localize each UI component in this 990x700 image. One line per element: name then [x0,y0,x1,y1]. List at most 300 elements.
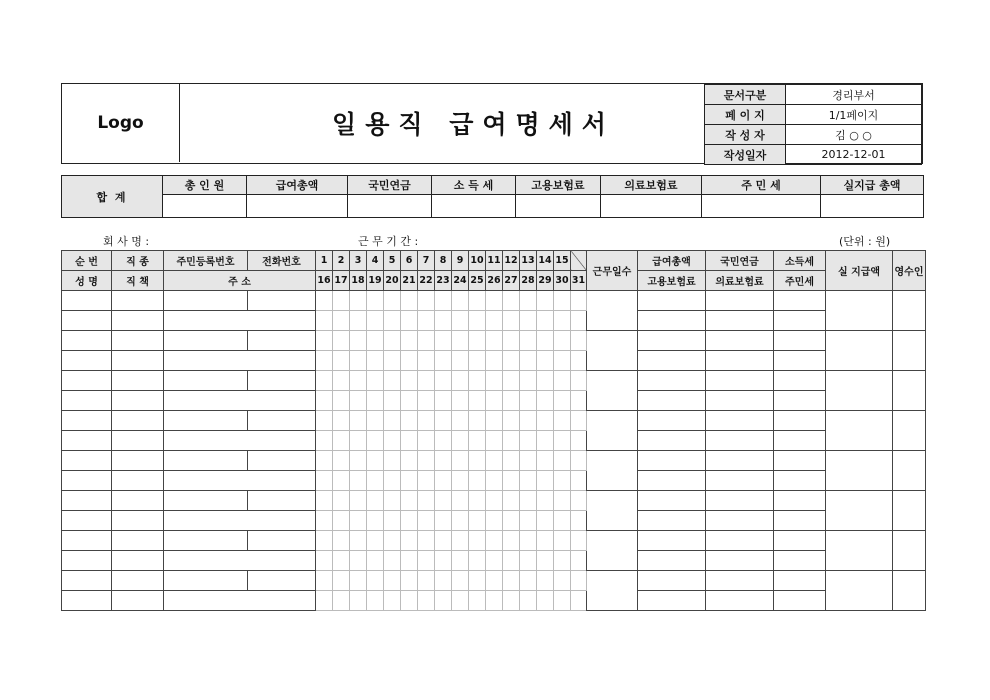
day-cell[interactable] [316,391,333,411]
day-cell[interactable] [469,371,486,391]
pay-cell[interactable] [706,571,774,591]
day-cell[interactable] [469,411,486,431]
day-cell[interactable] [367,431,384,451]
receipt-cell[interactable] [893,371,926,411]
day-cell[interactable] [537,371,554,391]
duty-cell[interactable] [112,391,164,411]
day-cell[interactable] [316,451,333,471]
day-cell[interactable] [350,371,367,391]
work-days-cell[interactable] [587,371,638,411]
day-cell[interactable] [333,491,350,511]
pay-cell[interactable] [706,291,774,311]
pay-cell[interactable] [706,391,774,411]
day-cell[interactable] [333,431,350,451]
name-cell[interactable] [62,311,112,331]
work-days-cell[interactable] [587,451,638,491]
day-cell[interactable] [333,451,350,471]
pay-cell[interactable] [638,571,706,591]
day-cell[interactable] [333,471,350,491]
day-cell[interactable] [554,451,571,471]
day-cell[interactable] [384,451,401,471]
pay-cell[interactable] [774,411,826,431]
day-cell[interactable] [486,411,503,431]
day-cell[interactable] [316,311,333,331]
day-cell[interactable] [316,571,333,591]
address-cell[interactable] [164,511,316,531]
pay-cell[interactable] [638,511,706,531]
duty-cell[interactable] [112,511,164,531]
day-cell[interactable] [537,491,554,511]
day-cell[interactable] [384,311,401,331]
day-cell[interactable] [418,311,435,331]
net-pay-cell[interactable] [826,491,893,531]
day-cell[interactable] [554,511,571,531]
day-cell[interactable] [401,531,418,551]
job-cell[interactable] [112,571,164,591]
day-cell[interactable] [571,491,587,511]
day-cell[interactable] [554,411,571,431]
receipt-cell[interactable] [893,291,926,331]
day-cell[interactable] [367,371,384,391]
day-cell[interactable] [401,351,418,371]
pay-cell[interactable] [774,571,826,591]
day-cell[interactable] [418,491,435,511]
day-cell[interactable] [452,531,469,551]
pay-cell[interactable] [638,391,706,411]
day-cell[interactable] [469,551,486,571]
day-cell[interactable] [469,571,486,591]
day-cell[interactable] [333,391,350,411]
day-cell[interactable] [333,331,350,351]
duty-cell[interactable] [112,351,164,371]
day-cell[interactable] [452,371,469,391]
day-cell[interactable] [537,311,554,331]
day-cell[interactable] [401,591,418,611]
day-cell[interactable] [571,571,587,591]
pay-cell[interactable] [774,431,826,451]
day-cell[interactable] [418,451,435,471]
name-cell[interactable] [62,351,112,371]
pay-cell[interactable] [638,551,706,571]
day-cell[interactable] [367,391,384,411]
id-number-cell[interactable] [164,571,248,591]
day-cell[interactable] [418,351,435,371]
receipt-cell[interactable] [893,451,926,491]
pay-cell[interactable] [706,591,774,611]
day-cell[interactable] [418,371,435,391]
day-cell[interactable] [452,311,469,331]
day-cell[interactable] [316,591,333,611]
day-cell[interactable] [384,291,401,311]
day-cell[interactable] [486,471,503,491]
pay-cell[interactable] [774,591,826,611]
day-cell[interactable] [452,291,469,311]
address-cell[interactable] [164,431,316,451]
address-cell[interactable] [164,591,316,611]
day-cell[interactable] [469,311,486,331]
pay-cell[interactable] [774,391,826,411]
day-cell[interactable] [367,491,384,511]
day-cell[interactable] [418,291,435,311]
day-cell[interactable] [520,311,537,331]
receipt-cell[interactable] [893,411,926,451]
day-cell[interactable] [452,391,469,411]
day-cell[interactable] [537,331,554,351]
day-cell[interactable] [571,451,587,471]
day-cell[interactable] [469,291,486,311]
day-cell[interactable] [554,571,571,591]
day-cell[interactable] [571,531,587,551]
day-cell[interactable] [554,431,571,451]
day-cell[interactable] [503,351,520,371]
phone-cell[interactable] [248,411,316,431]
totals-value-cell[interactable] [702,195,821,218]
day-cell[interactable] [384,591,401,611]
day-cell[interactable] [367,291,384,311]
day-cell[interactable] [503,451,520,471]
day-cell[interactable] [384,431,401,451]
day-cell[interactable] [554,591,571,611]
day-cell[interactable] [537,351,554,371]
day-cell[interactable] [435,371,452,391]
day-cell[interactable] [384,511,401,531]
day-cell[interactable] [520,571,537,591]
day-cell[interactable] [435,331,452,351]
day-cell[interactable] [350,351,367,371]
day-cell[interactable] [571,551,587,571]
pay-cell[interactable] [706,491,774,511]
day-cell[interactable] [435,391,452,411]
duty-cell[interactable] [112,431,164,451]
receipt-cell[interactable] [893,491,926,531]
day-cell[interactable] [350,431,367,451]
day-cell[interactable] [537,391,554,411]
day-cell[interactable] [316,291,333,311]
day-cell[interactable] [418,471,435,491]
name-cell[interactable] [62,391,112,411]
day-cell[interactable] [367,571,384,591]
day-cell[interactable] [384,351,401,371]
day-cell[interactable] [571,511,587,531]
day-cell[interactable] [486,391,503,411]
day-cell[interactable] [520,351,537,371]
day-cell[interactable] [333,531,350,551]
day-cell[interactable] [316,531,333,551]
totals-value-cell[interactable] [348,195,432,218]
totals-value-cell[interactable] [516,195,601,218]
pay-cell[interactable] [774,471,826,491]
day-cell[interactable] [452,471,469,491]
day-cell[interactable] [571,471,587,491]
day-cell[interactable] [333,591,350,611]
day-cell[interactable] [350,311,367,331]
no-cell[interactable] [62,331,112,351]
day-cell[interactable] [316,471,333,491]
day-cell[interactable] [350,531,367,551]
net-pay-cell[interactable] [826,291,893,331]
day-cell[interactable] [452,571,469,591]
day-cell[interactable] [503,311,520,331]
day-cell[interactable] [469,471,486,491]
day-cell[interactable] [520,331,537,351]
day-cell[interactable] [537,411,554,431]
pay-cell[interactable] [638,291,706,311]
day-cell[interactable] [571,331,587,351]
day-cell[interactable] [486,291,503,311]
day-cell[interactable] [316,371,333,391]
day-cell[interactable] [537,571,554,591]
day-cell[interactable] [316,331,333,351]
pay-cell[interactable] [638,471,706,491]
day-cell[interactable] [401,331,418,351]
day-cell[interactable] [418,531,435,551]
day-cell[interactable] [571,591,587,611]
phone-cell[interactable] [248,331,316,351]
day-cell[interactable] [503,291,520,311]
day-cell[interactable] [469,431,486,451]
name-cell[interactable] [62,431,112,451]
work-days-cell[interactable] [587,571,638,611]
net-pay-cell[interactable] [826,411,893,451]
day-cell[interactable] [418,551,435,571]
phone-cell[interactable] [248,571,316,591]
totals-value-cell[interactable] [163,195,247,218]
day-cell[interactable] [520,371,537,391]
day-cell[interactable] [367,471,384,491]
day-cell[interactable] [452,591,469,611]
day-cell[interactable] [350,411,367,431]
net-pay-cell[interactable] [826,531,893,571]
id-number-cell[interactable] [164,451,248,471]
address-cell[interactable] [164,311,316,331]
pay-cell[interactable] [774,491,826,511]
day-cell[interactable] [435,571,452,591]
day-cell[interactable] [537,551,554,571]
day-cell[interactable] [503,371,520,391]
day-cell[interactable] [571,371,587,391]
name-cell[interactable] [62,471,112,491]
day-cell[interactable] [316,511,333,531]
day-cell[interactable] [520,491,537,511]
day-cell[interactable] [401,571,418,591]
day-cell[interactable] [384,571,401,591]
day-cell[interactable] [469,351,486,371]
day-cell[interactable] [571,391,587,411]
day-cell[interactable] [384,491,401,511]
day-cell[interactable] [571,351,587,371]
pay-cell[interactable] [774,511,826,531]
no-cell[interactable] [62,491,112,511]
day-cell[interactable] [554,331,571,351]
day-cell[interactable] [520,471,537,491]
day-cell[interactable] [350,551,367,571]
day-cell[interactable] [486,591,503,611]
day-cell[interactable] [503,551,520,571]
address-cell[interactable] [164,351,316,371]
address-cell[interactable] [164,391,316,411]
phone-cell[interactable] [248,371,316,391]
day-cell[interactable] [384,411,401,431]
day-cell[interactable] [333,311,350,331]
day-cell[interactable] [452,431,469,451]
job-cell[interactable] [112,491,164,511]
day-cell[interactable] [520,391,537,411]
phone-cell[interactable] [248,291,316,311]
day-cell[interactable] [350,571,367,591]
day-cell[interactable] [401,311,418,331]
day-cell[interactable] [537,291,554,311]
pay-cell[interactable] [706,371,774,391]
receipt-cell[interactable] [893,331,926,371]
day-cell[interactable] [486,571,503,591]
pay-cell[interactable] [774,291,826,311]
job-cell[interactable] [112,291,164,311]
name-cell[interactable] [62,511,112,531]
day-cell[interactable] [571,431,587,451]
day-cell[interactable] [503,531,520,551]
day-cell[interactable] [469,391,486,411]
net-pay-cell[interactable] [826,371,893,411]
pay-cell[interactable] [706,431,774,451]
net-pay-cell[interactable] [826,571,893,611]
pay-cell[interactable] [706,311,774,331]
day-cell[interactable] [367,311,384,331]
day-cell[interactable] [401,471,418,491]
day-cell[interactable] [554,491,571,511]
day-cell[interactable] [571,311,587,331]
pay-cell[interactable] [774,351,826,371]
day-cell[interactable] [350,491,367,511]
day-cell[interactable] [435,511,452,531]
pay-cell[interactable] [638,411,706,431]
day-cell[interactable] [537,431,554,451]
net-pay-cell[interactable] [826,331,893,371]
day-cell[interactable] [418,331,435,351]
no-cell[interactable] [62,451,112,471]
duty-cell[interactable] [112,471,164,491]
day-cell[interactable] [333,351,350,371]
day-cell[interactable] [350,471,367,491]
day-cell[interactable] [486,311,503,331]
day-cell[interactable] [435,491,452,511]
day-cell[interactable] [469,531,486,551]
id-number-cell[interactable] [164,371,248,391]
name-cell[interactable] [62,551,112,571]
day-cell[interactable] [503,571,520,591]
day-cell[interactable] [333,511,350,531]
day-cell[interactable] [384,551,401,571]
work-days-cell[interactable] [587,291,638,331]
day-cell[interactable] [486,491,503,511]
day-cell[interactable] [503,391,520,411]
pay-cell[interactable] [706,551,774,571]
day-cell[interactable] [418,571,435,591]
day-cell[interactable] [571,411,587,431]
day-cell[interactable] [401,291,418,311]
day-cell[interactable] [537,591,554,611]
day-cell[interactable] [486,331,503,351]
day-cell[interactable] [554,371,571,391]
pay-cell[interactable] [774,371,826,391]
day-cell[interactable] [520,531,537,551]
job-cell[interactable] [112,531,164,551]
day-cell[interactable] [401,511,418,531]
day-cell[interactable] [520,431,537,451]
pay-cell[interactable] [638,431,706,451]
day-cell[interactable] [469,591,486,611]
day-cell[interactable] [452,451,469,471]
day-cell[interactable] [503,491,520,511]
id-number-cell[interactable] [164,491,248,511]
day-cell[interactable] [333,371,350,391]
day-cell[interactable] [520,411,537,431]
pay-cell[interactable] [638,351,706,371]
day-cell[interactable] [469,451,486,471]
day-cell[interactable] [503,511,520,531]
day-cell[interactable] [554,551,571,571]
pay-cell[interactable] [638,451,706,471]
day-cell[interactable] [452,411,469,431]
day-cell[interactable] [503,471,520,491]
duty-cell[interactable] [112,591,164,611]
pay-cell[interactable] [706,471,774,491]
pay-cell[interactable] [706,511,774,531]
day-cell[interactable] [316,351,333,371]
receipt-cell[interactable] [893,571,926,611]
job-cell[interactable] [112,331,164,351]
day-cell[interactable] [367,511,384,531]
pay-cell[interactable] [774,451,826,471]
pay-cell[interactable] [706,451,774,471]
pay-cell[interactable] [774,531,826,551]
id-number-cell[interactable] [164,331,248,351]
day-cell[interactable] [350,591,367,611]
id-number-cell[interactable] [164,291,248,311]
day-cell[interactable] [350,451,367,471]
day-cell[interactable] [486,551,503,571]
day-cell[interactable] [435,351,452,371]
day-cell[interactable] [537,511,554,531]
no-cell[interactable] [62,531,112,551]
day-cell[interactable] [401,371,418,391]
pay-cell[interactable] [774,331,826,351]
pay-cell[interactable] [706,331,774,351]
day-cell[interactable] [435,531,452,551]
day-cell[interactable] [435,311,452,331]
day-cell[interactable] [452,491,469,511]
day-cell[interactable] [401,491,418,511]
day-cell[interactable] [316,491,333,511]
day-cell[interactable] [384,371,401,391]
day-cell[interactable] [503,431,520,451]
job-cell[interactable] [112,371,164,391]
day-cell[interactable] [350,511,367,531]
net-pay-cell[interactable] [826,451,893,491]
day-cell[interactable] [435,291,452,311]
job-cell[interactable] [112,411,164,431]
duty-cell[interactable] [112,551,164,571]
day-cell[interactable] [350,331,367,351]
address-cell[interactable] [164,471,316,491]
name-cell[interactable] [62,591,112,611]
day-cell[interactable] [350,391,367,411]
day-cell[interactable] [503,331,520,351]
day-cell[interactable] [367,531,384,551]
day-cell[interactable] [503,411,520,431]
phone-cell[interactable] [248,451,316,471]
day-cell[interactable] [333,411,350,431]
phone-cell[interactable] [248,491,316,511]
